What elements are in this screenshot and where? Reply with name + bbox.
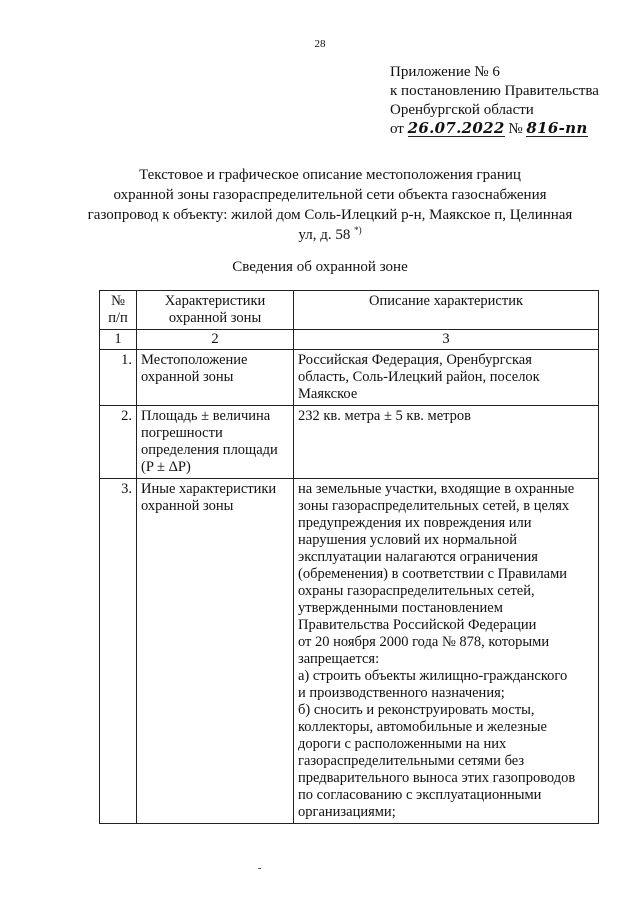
- row-3-desc-line: по согласованию с эксплуатационными: [298, 787, 542, 803]
- row-2-char-line: погрешности: [141, 425, 223, 441]
- table-row: [100, 350, 599, 406]
- column-index-row: [100, 330, 599, 350]
- protection-zone-table: [99, 290, 599, 824]
- row-3-desc-line: газораспределительными сетями без: [298, 753, 525, 769]
- row-2-description: [294, 406, 599, 479]
- row-2-char-line: определения площади: [141, 442, 278, 458]
- appendix-line-1: Приложение № 6: [390, 64, 500, 80]
- row-2-desc-line: 232 кв. метра ± 5 кв. метров: [298, 408, 472, 424]
- appendix-number-sign: №: [508, 121, 523, 137]
- row-1-desc-line: область, Соль-Илецкий район, поселок: [298, 369, 540, 385]
- row-3-desc-line: а) строить объекты жилищно-гражданского: [298, 668, 568, 684]
- row-3-desc-line: запрещается:: [298, 651, 380, 667]
- appendix-date-line: [390, 120, 599, 139]
- row-3-desc-line: и производственного назначения;: [298, 685, 505, 701]
- document-title: [60, 165, 600, 245]
- row-3-num: 3.: [100, 479, 137, 824]
- row-1-desc-line: Маякское: [298, 386, 358, 402]
- row-1-char-line: охранной зоны: [141, 369, 234, 385]
- appendix-from-prefix: от: [390, 121, 404, 137]
- column-index-3: 3: [294, 330, 599, 350]
- title-line-2: охранной зоны газораспределительной сети объекта газоснабжения: [113, 187, 547, 203]
- row-3-desc-line: утвержденными постановлением: [298, 600, 503, 616]
- row-3-desc-line: коллекторы, автомобильные и железные: [298, 719, 547, 735]
- header-characteristic-line-2: охранной зоны: [168, 310, 262, 326]
- column-index-2: 2: [137, 330, 294, 350]
- row-2-char-line: Площадь ± величина: [141, 408, 271, 424]
- row-3-desc-line: эксплуатации налагаются ограничения: [298, 549, 538, 565]
- header-num: [100, 291, 137, 330]
- appendix-block: [390, 63, 599, 139]
- row-3-desc-line: Правительства Российской Федерации: [298, 617, 537, 633]
- table-row: [100, 406, 599, 479]
- row-3-desc-line: дороги с расположенными на них: [298, 736, 507, 752]
- row-3-characteristic: [137, 479, 294, 824]
- row-2-characteristic: [137, 406, 294, 479]
- header-characteristic-line-1: Характеристики: [164, 293, 266, 309]
- column-index-1: 1: [100, 330, 137, 350]
- row-3-desc-line: зоны газораспределительных сетей, в целях: [298, 498, 570, 514]
- row-1-char-line: Местоположение: [141, 352, 248, 368]
- header-description: Описание характеристик: [294, 291, 599, 330]
- page-number: 28: [314, 38, 326, 50]
- handwritten-date: 26.07.2022: [407, 119, 505, 137]
- row-1-num: 1.: [100, 350, 137, 406]
- handwritten-number: 816-пп: [526, 119, 588, 137]
- section-title: Сведения об охранной зоне: [232, 259, 408, 275]
- title-line-4-text: ул, д. 58: [298, 227, 351, 243]
- header-characteristic: [137, 291, 294, 330]
- row-3-desc-line: охраны газораспределительных сетей,: [298, 583, 535, 599]
- scan-dot-mark: [258, 868, 261, 869]
- row-3-desc-line: (обременения) в соответствии с Правилами: [298, 566, 568, 582]
- appendix-line-3: Оренбургской области: [390, 102, 534, 118]
- header-num-line-2: п/п: [108, 310, 128, 326]
- row-3-char-line: Иные характеристики: [141, 481, 277, 497]
- row-3-desc-line: б) сносить и реконструировать мосты,: [298, 702, 535, 718]
- row-3-desc-line: нарушения условий их нормальной: [298, 532, 518, 548]
- header-num-line-1: №: [111, 293, 125, 309]
- row-3-desc-line: предупреждения их повреждения или: [298, 515, 532, 531]
- title-line-4: [60, 225, 600, 245]
- row-3-description: [294, 479, 599, 824]
- row-1-desc-line: Российская Федерация, Оренбургская: [298, 352, 532, 368]
- title-line-1: Текстовое и графическое описание местоположения границ: [139, 167, 521, 183]
- row-2-num: 2.: [100, 406, 137, 479]
- appendix-line-2: к постановлению Правительства: [390, 83, 599, 99]
- title-line-3: газопровод к объекту: жилой дом Соль-Илецкий р-н, Маякское п, Целинная: [87, 207, 573, 223]
- row-1-description: [294, 350, 599, 406]
- row-3-char-line: охранной зоны: [141, 498, 234, 514]
- row-3-desc-line: на земельные участки, входящие в охранные: [298, 481, 575, 497]
- table-row: [100, 479, 599, 824]
- row-3-desc-line: предварительного выноса этих газопроводов: [298, 770, 576, 786]
- row-3-desc-line: организациями;: [298, 804, 396, 820]
- table-header-row: [100, 291, 599, 330]
- row-3-desc-line: от 20 ноября 2000 года № 878, которыми: [298, 634, 550, 650]
- footnote-mark: *): [354, 225, 362, 235]
- row-2-char-line: (P ± ΔP): [141, 459, 191, 475]
- row-1-characteristic: [137, 350, 294, 406]
